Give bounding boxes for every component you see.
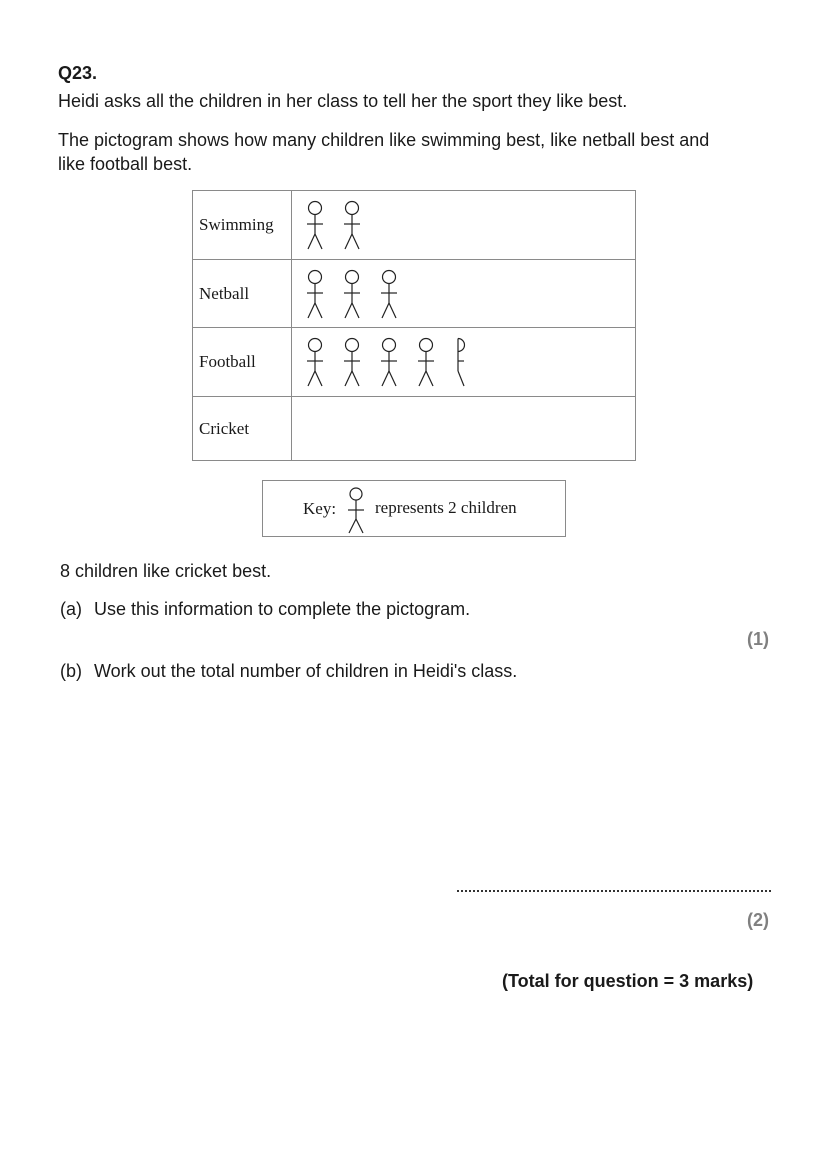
stick-figure-icon [335, 199, 369, 251]
stick-figure-icon [372, 268, 406, 320]
icon-cell [292, 191, 636, 260]
part-b-label: (b) [60, 661, 82, 681]
part-b-text: Work out the total number of children in Heidi's class. [94, 661, 518, 681]
stick-figure-icon [409, 336, 443, 388]
pictogram-row [193, 328, 636, 397]
question-number: Q23. [58, 63, 98, 83]
pictogram-row [193, 191, 636, 260]
category-label: Netball [193, 260, 292, 328]
total-marks: (Total for question = 3 marks) [502, 971, 754, 991]
icon-cell [292, 260, 636, 328]
part-a-label: (a) [60, 599, 82, 619]
half-stick-figure-icon [446, 336, 480, 388]
icon-cell [292, 328, 636, 397]
stick-figure-icon [298, 336, 332, 388]
part-a-text: Use this information to complete the pictogram. [94, 599, 471, 619]
answer-line[interactable] [457, 880, 771, 892]
key-label: Key: [303, 499, 337, 518]
key-text: represents 2 children [375, 498, 517, 517]
pictogram-key [262, 480, 566, 537]
pictogram-row [193, 397, 636, 461]
stick-figure-icon [298, 268, 332, 320]
cricket-answer-cell[interactable] [292, 397, 636, 461]
question-description-line-2: like football best. [58, 154, 193, 174]
category-label: Cricket [193, 397, 292, 461]
stick-figure-icon [335, 336, 369, 388]
stick-figure-icon [372, 336, 406, 388]
stick-figure-icon [298, 199, 332, 251]
pictogram-row [193, 260, 636, 328]
pictogram-table [192, 190, 636, 461]
stick-figure-icon [335, 268, 369, 320]
stick-figure-icon [345, 485, 367, 540]
cricket-info: 8 children like cricket best. [60, 561, 272, 581]
category-label: Swimming [193, 191, 292, 260]
category-label: Football [193, 328, 292, 397]
part-b-marks: (2) [747, 910, 769, 930]
part-a-marks: (1) [747, 629, 769, 649]
question-intro: Heidi asks all the children in her class to tell her the sport they like best. [58, 91, 628, 111]
question-description-line-1: The pictogram shows how many children like swimming best, like netball best and [58, 130, 710, 150]
